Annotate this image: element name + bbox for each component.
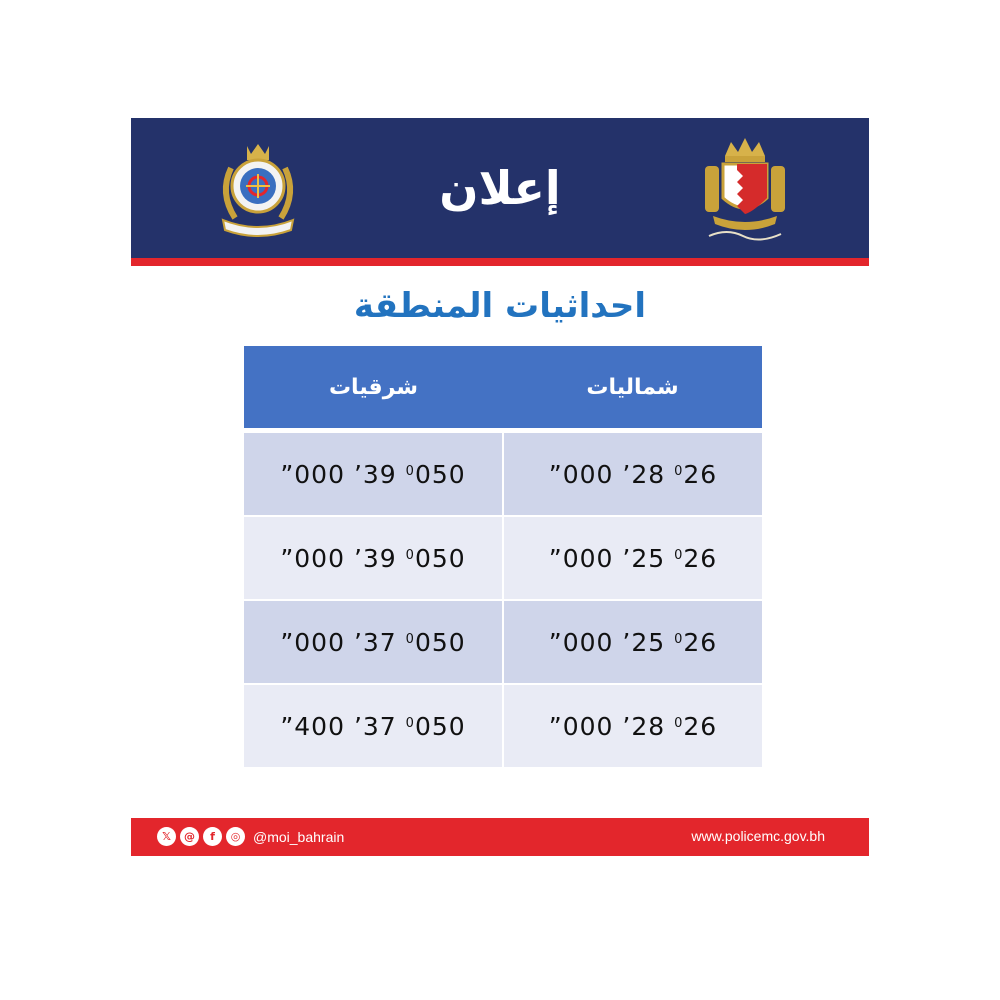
- coordinates-table: [244, 346, 762, 767]
- ministry-of-interior-emblem-icon: [697, 132, 793, 244]
- facebook-icon[interactable]: f: [203, 827, 222, 846]
- north-coordinate-cell: 26 $^0$ 25’ 000”: [504, 517, 762, 599]
- east-coordinate-cell: 050 $^0$ 37’ 400”: [244, 685, 502, 767]
- table-row: [244, 685, 762, 767]
- east-coordinate-cell: 050 $^0$ 37’ 000”: [244, 601, 502, 683]
- header-red-stripe: [131, 258, 869, 266]
- column-header-east: شرقيات: [328, 374, 419, 400]
- social-handle[interactable]: @moi_bahrain: [253, 828, 345, 845]
- north-coordinate-cell: 26 $^0$ 28’ 000”: [504, 685, 762, 767]
- north-coordinate-cell: 26 $^0$ 25’ 000”: [504, 601, 762, 683]
- column-header-north: شماليات: [586, 374, 679, 400]
- east-coordinate-cell: 050 $^0$ 39’ 000”: [244, 517, 502, 599]
- table-row: [244, 433, 762, 515]
- website-link[interactable]: www.policemc.gov.bh: [691, 828, 825, 844]
- footer-bar: [131, 818, 869, 856]
- section-title: احداثيات المنطقة: [353, 286, 647, 326]
- instagram-icon[interactable]: ◎: [226, 827, 245, 846]
- header-banner: [131, 118, 869, 258]
- east-coordinate-cell: 050 $^0$ 39’ 000”: [244, 433, 502, 515]
- table-row: [244, 517, 762, 599]
- announcement-title: إعلان: [439, 161, 561, 215]
- threads-icon[interactable]: @: [180, 827, 199, 846]
- table-header: [244, 346, 762, 428]
- north-coordinate-cell: 26 $^0$ 28’ 000”: [504, 433, 762, 515]
- table-body: [244, 433, 762, 767]
- social-links: [157, 827, 344, 846]
- x-icon[interactable]: 𝕏: [157, 827, 176, 846]
- table-row: [244, 601, 762, 683]
